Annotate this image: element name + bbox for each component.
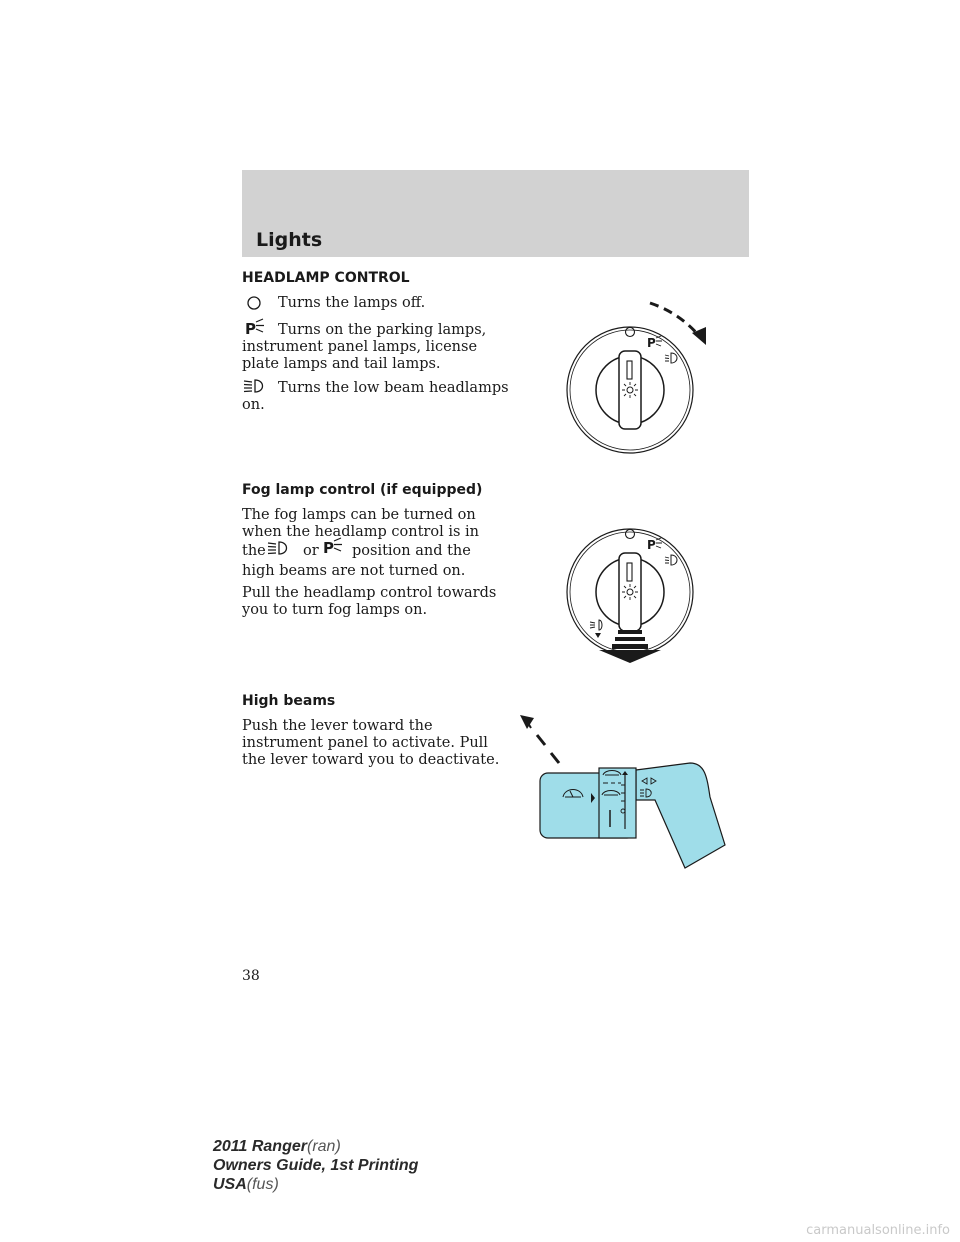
footer-model-code: (ran): [306, 1138, 341, 1155]
fog-text-line1: The fog lamps can be turned on: [242, 507, 476, 523]
footer-region: USA: [213, 1176, 247, 1193]
multifunction-lever-figure: [515, 715, 735, 875]
fog-text-line2: when the headlamp control is in: [242, 524, 479, 540]
low-beam-description-line2: on.: [242, 397, 265, 413]
parking-description-line1: Turns on the parking lamps,: [278, 322, 487, 338]
parking-description-line3: plate lamps and tail lamps.: [242, 356, 441, 372]
svg-text:P: P: [647, 538, 656, 552]
footer-model: 2011 Ranger: [213, 1138, 307, 1155]
document-footer: [213, 1137, 418, 1194]
high-beams-heading: High beams: [242, 693, 336, 709]
fog-lamp-switch-figure: [555, 512, 720, 667]
headlamp-switch-figure: [555, 295, 720, 460]
svg-text:P: P: [323, 539, 334, 555]
low-beam-icon-inline: [267, 540, 291, 556]
parking-lamp-icon: [244, 318, 266, 336]
high-beams-line1: Push the lever toward the: [242, 718, 433, 734]
footer-guide: Owners Guide, 1st Printing: [213, 1157, 419, 1174]
fog-text-the: the: [242, 543, 266, 559]
parking-description-line2: instrument panel lamps, license: [242, 339, 478, 355]
watermark[interactable]: carmanualsonline.info: [806, 1223, 950, 1238]
section-title: Lights: [256, 229, 323, 251]
fog-pull-line1: Pull the headlamp control towards: [242, 585, 497, 601]
off-position-icon: [246, 295, 262, 311]
low-beam-description-line1: Turns the low beam headlamps: [278, 380, 509, 396]
section-header: [242, 170, 749, 257]
fog-lamp-heading: Fog lamp control (if equipped): [242, 482, 483, 498]
off-description: Turns the lamps off.: [278, 295, 426, 311]
svg-text:P: P: [245, 320, 256, 336]
high-beams-line2: instrument panel to activate. Pull: [242, 735, 488, 751]
headlamp-control-heading: HEADLAMP CONTROL: [242, 270, 410, 286]
fog-text-line4: high beams are not turned on.: [242, 563, 466, 579]
parking-lamp-icon-inline: [322, 537, 344, 555]
footer-region-code: (fus): [246, 1176, 279, 1193]
high-beams-line3: the lever toward you to deactivate.: [242, 752, 500, 768]
low-beam-icon: [243, 378, 267, 394]
fog-pull-line2: you to turn fog lamps on.: [242, 602, 428, 618]
fog-text-or: or: [303, 543, 319, 559]
fog-text-position: position and the: [352, 543, 471, 559]
page-number: 38: [242, 968, 260, 984]
svg-text:P: P: [647, 336, 656, 350]
